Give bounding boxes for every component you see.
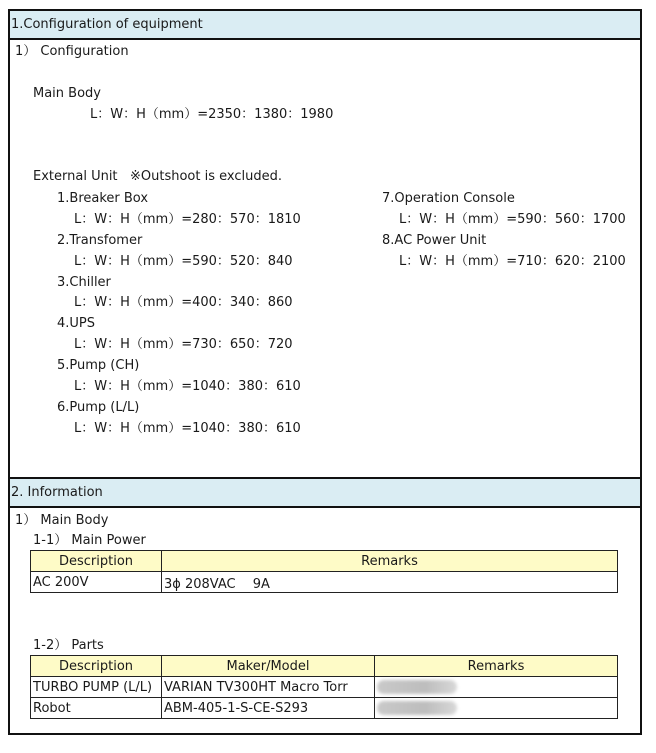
unit-dims: L：W：H（mm）=590：520：840 (74, 254, 293, 269)
redacted-blur (377, 680, 457, 694)
unit-name: 6.Pump (L/L) (57, 400, 140, 415)
table-row (31, 698, 618, 719)
unit-dims: L：W：H（mm）=1040：380：610 (74, 421, 301, 436)
column-header-remarks: Remarks (162, 551, 618, 572)
main-body-dims: L：W：H（mm）=2350：1380：1980 (90, 107, 334, 122)
unit-dims: L：W：H（mm）=590：560：1700 (399, 212, 626, 227)
cell-remarks: 3ϕ 208VAC 9A (162, 572, 618, 593)
column-header-description: Description (31, 551, 162, 572)
section-1-title: 1.Configuration of equipment (11, 17, 203, 32)
table-header-row (31, 551, 618, 572)
cell-remarks (375, 677, 618, 698)
unit-name: 4.UPS (57, 316, 96, 331)
main-power-table (30, 550, 618, 593)
external-unit-label: External Unit (33, 169, 118, 184)
cell-description: AC 200V (31, 572, 162, 593)
cell-description: TURBO PUMP (L/L) (31, 677, 162, 698)
unit-name: 3.Chiller (57, 275, 111, 290)
unit-name: 7.Operation Console (382, 191, 515, 206)
unit-dims: L：W：H（mm）=400：340：860 (74, 295, 293, 310)
unit-name: 2.Transfomer (57, 233, 143, 248)
main-body-label: Main Body (33, 86, 101, 101)
table-row (31, 677, 618, 698)
unit-dims: L：W：H（mm）=280：570：1810 (74, 212, 301, 227)
parts-table (30, 655, 618, 719)
document-frame (8, 9, 642, 735)
section-2-subtitle: 1） Main Body (15, 513, 109, 528)
cell-description: Robot (31, 698, 162, 719)
unit-name: 8.AC Power Unit (382, 233, 487, 248)
parts-label: 1-2） Parts (33, 638, 104, 653)
column-header-remarks: Remarks (375, 656, 618, 677)
redacted-blur (377, 701, 457, 715)
unit-dims: L：W：H（mm）=730：650：720 (74, 337, 293, 352)
section-2-header (10, 477, 640, 508)
column-header-description: Description (31, 656, 162, 677)
table-header-row (31, 656, 618, 677)
unit-dims: L：W：H（mm）=1040：380：610 (74, 379, 301, 394)
unit-name: 1.Breaker Box (57, 191, 149, 206)
section-2-title: 2. Information (11, 485, 103, 500)
table-row (31, 572, 618, 593)
section-1-header (10, 11, 640, 40)
external-unit-note: ※Outshoot is excluded. (130, 169, 282, 184)
section-1-subtitle: 1） Configuration (15, 44, 129, 59)
unit-name: 5.Pump (CH) (57, 358, 140, 373)
cell-maker-model: ABM-405-1-S-CE-S293 (162, 698, 375, 719)
cell-remarks (375, 698, 618, 719)
main-power-label: 1-1） Main Power (33, 533, 146, 548)
column-header-maker-model: Maker/Model (162, 656, 375, 677)
cell-maker-model: VARIAN TV300HT Macro Torr (162, 677, 375, 698)
unit-dims: L：W：H（mm）=710：620：2100 (399, 254, 626, 269)
